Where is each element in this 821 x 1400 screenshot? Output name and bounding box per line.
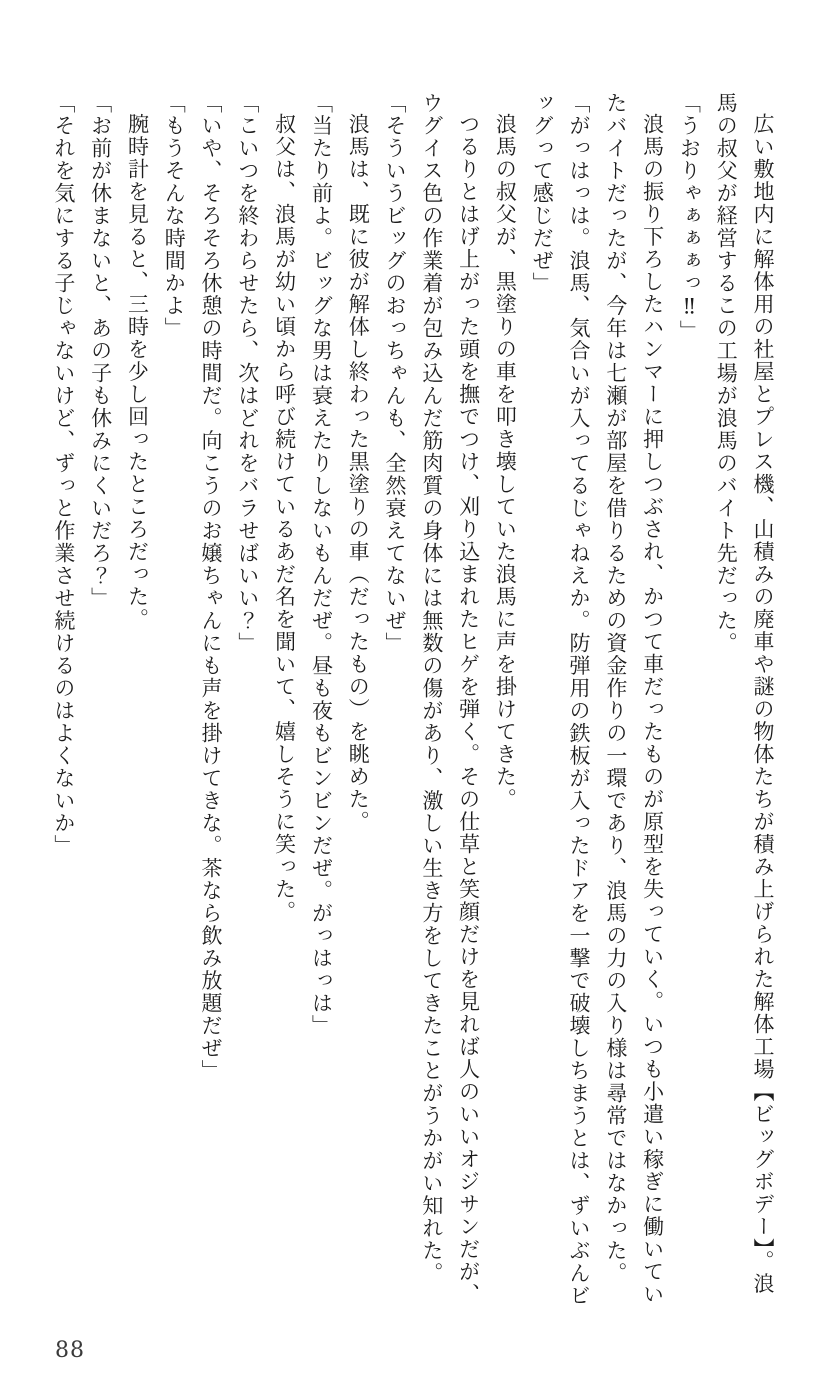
paragraph-narration: 腕時計を見ると、三時を少し回ったところだった。 <box>125 113 150 631</box>
paragraph-dialogue: 「うおりゃぁぁぁっ‼」 <box>677 92 702 343</box>
paragraph-narration: 浪馬の振り下ろしたハンマーに押しつぶされ、かつて車だったものが原型を失っていく。いつも小遣い稼ぎに働いていたバイトだったが、今年は七瀬が部屋を借りるための資金作りの一環であり、浪馬の力の入り様は尋常ではなかった。 <box>603 92 665 1306</box>
paragraph-dialogue: 「お前が休まないと、あの子も休みにくいだろ？」 <box>88 92 113 610</box>
paragraph-dialogue: 「それを気にする子じゃないけど、ずっと作業させ続けるのはよくないか」 <box>51 92 76 857</box>
paragraph-dialogue: 「そういうビッグのおっちゃんも、全然衰えてないぜ」 <box>383 92 408 655</box>
paragraph-narration: 浪馬は、既に彼が解体し終わった黒塗りの車（だったもの）を眺めた。 <box>346 113 371 833</box>
paragraph-dialogue: 「当たり前よ。ビッグな男は衰えたりしないもんだぜ。昼も夜もビンビンだぜ。がっはっは」 <box>309 92 334 1037</box>
paragraph-dialogue: 「もうそんな時間かよ」 <box>162 92 187 340</box>
paragraph-dialogue: 「いや、そろそろ休憩の時間だ。向こうのお嬢ちゃんにも声を掛けてきな。茶なら飲み放題だぜ」 <box>199 92 224 1082</box>
paragraph-dialogue: 「こいつを終わらせたら、次はどれをバラせばいい？」 <box>235 92 260 655</box>
vertical-text-block <box>39 92 781 1309</box>
paragraph-dialogue: 「がっはっは。浪馬、気合いが入ってるじゃねえか。防弾用の鉄板が入ったドアを一撃で破壊しちまうとは、ずいぶんビッグって感じだぜ」 <box>530 92 592 1307</box>
page-number: 88 <box>55 1338 85 1363</box>
paragraph-narration: つるりとはげ上がった頭を撫でつけ、刈り込まれたヒゲを弾く。その仕草と笑顔だけを見れば人のいいオジサンだが、ウグイス色の作業着が包み込んだ筋肉質の身体には無数の傷があり、激しい生き方をしてきたことがうかがい知れた。 <box>419 92 481 1306</box>
paragraph-narration: 広い敷地内に解体用の社屋とプレス機、山積みの廃車や謎の物体たちが積み上げられた解体工場【ビッグボデー】。浪馬の叔父が経営するこの工場が浪馬のバイト先だった。 <box>714 92 775 1295</box>
paragraph-narration: 叔父は、浪馬が幼い頃から呼び続けているあだ名を聞いて、嬉しそうに笑った。 <box>272 113 297 923</box>
paragraph-narration: 浪馬の叔父が、黒塗りの車を叩き壊していた浪馬に声を掛けてきた。 <box>493 113 518 811</box>
